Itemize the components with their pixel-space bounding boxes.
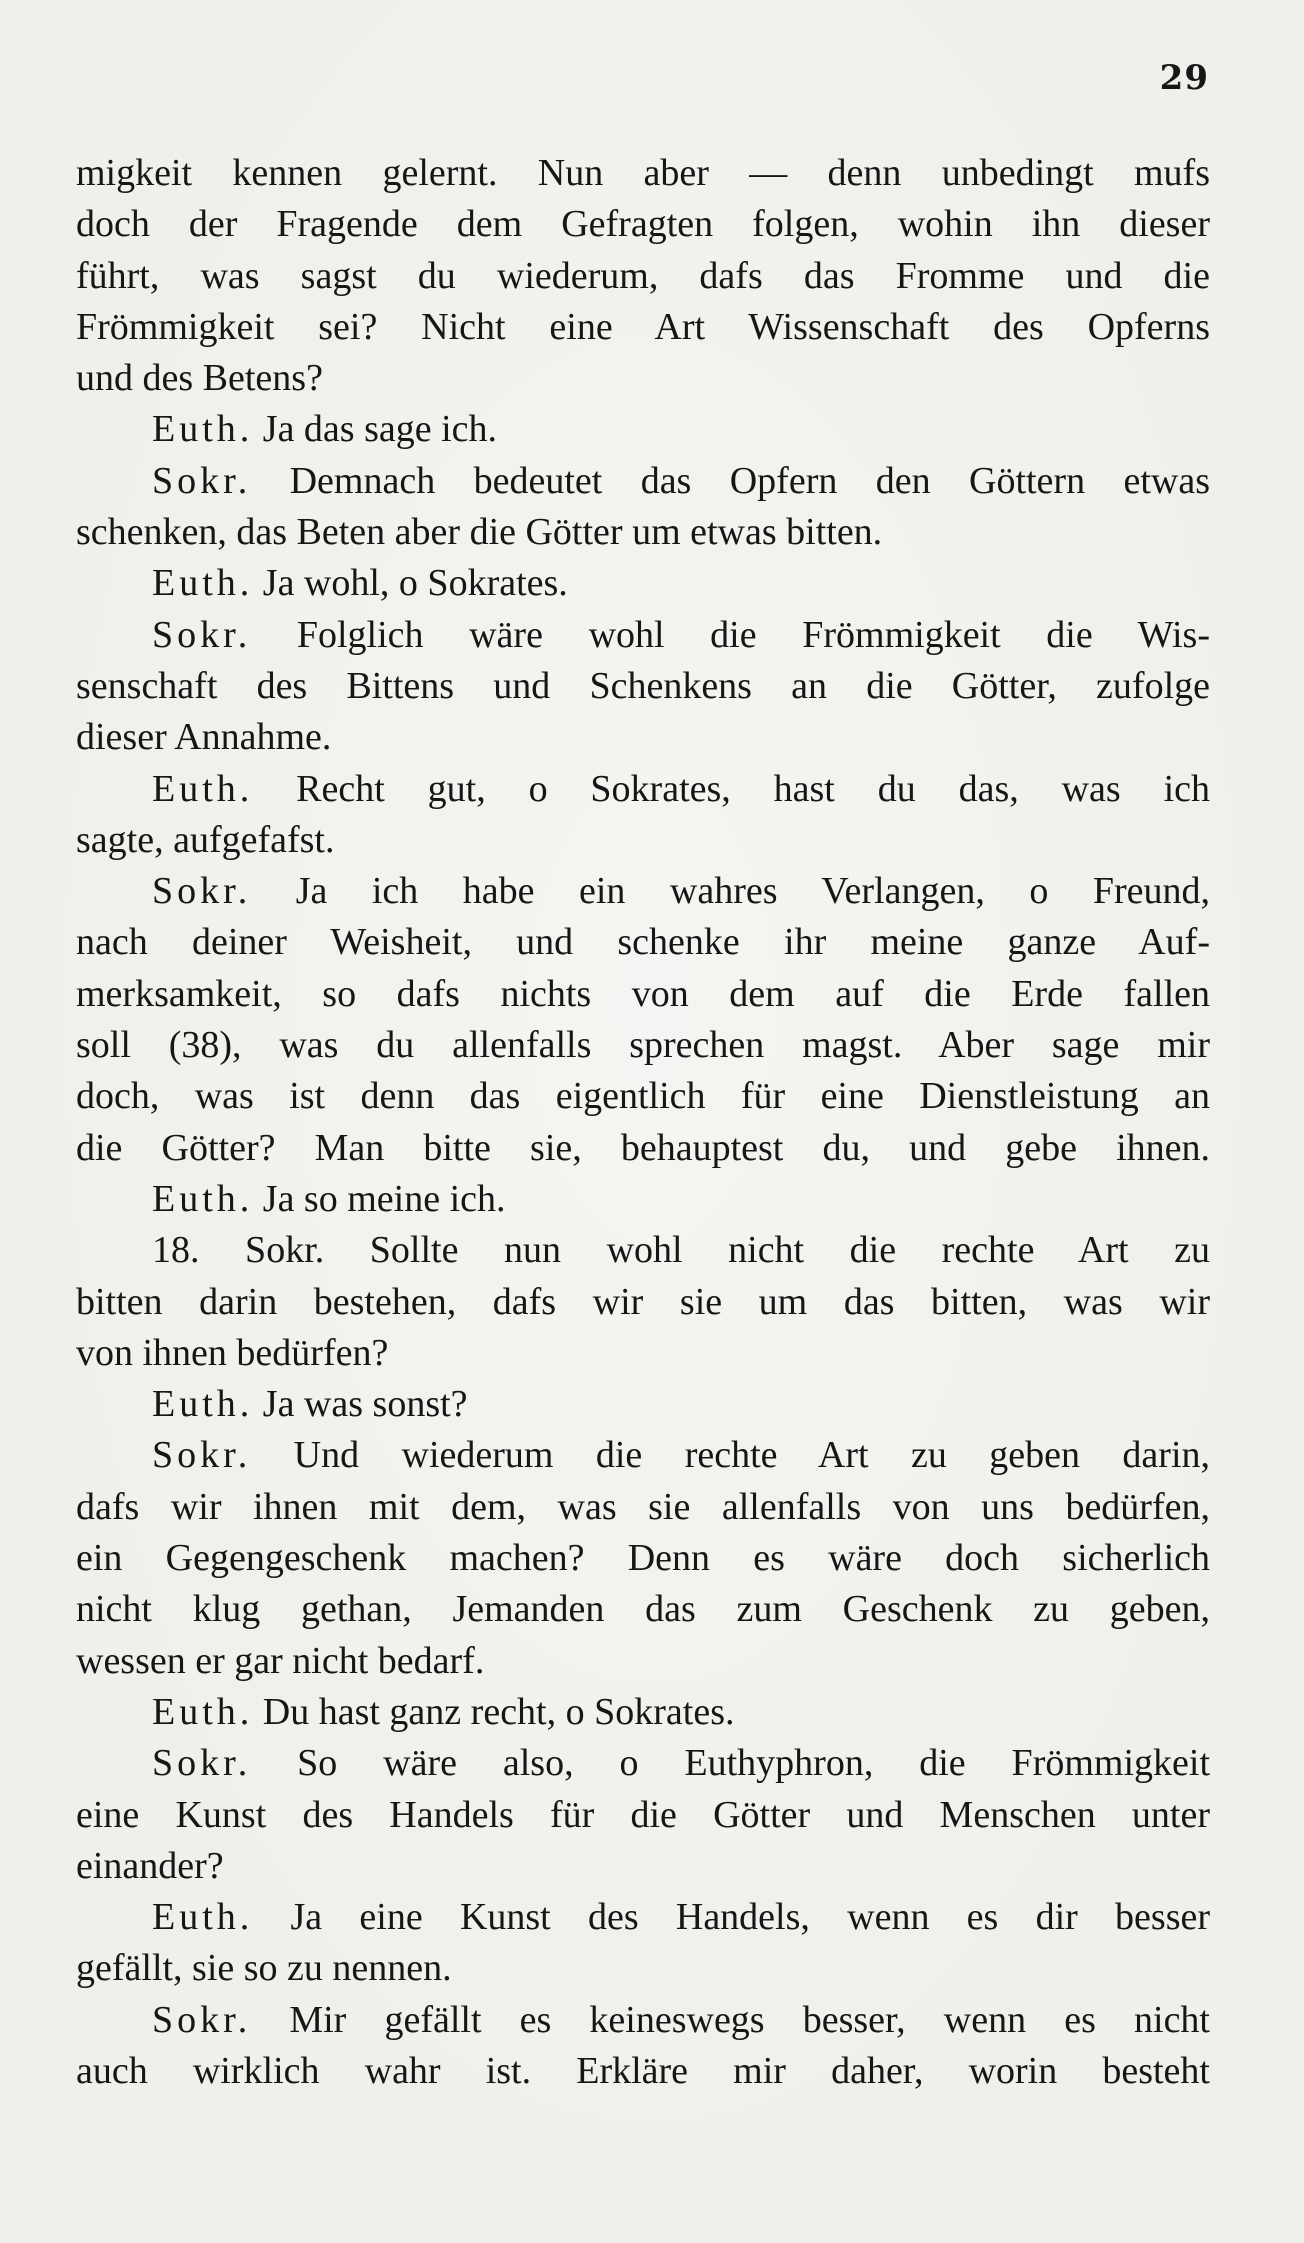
speaker-label: Euth.: [152, 1896, 254, 1939]
line-text: doch der Fragende dem Gefragten folgen, wohin ihn dieser: [76, 203, 1210, 246]
text-line: [76, 199, 1210, 250]
speaker-label: Euth.: [152, 767, 254, 810]
text-line: [76, 969, 1210, 1020]
line-text: migkeit kennen gelernt. Nun aber — denn unbedingt mufs: [76, 152, 1210, 194]
page-number: 29: [1159, 58, 1209, 98]
text-line: [76, 1636, 1210, 1687]
line-text: Ja so meine ich.: [253, 1177, 506, 1220]
line-text: Recht gut, o Sokrates, hast du das, was ich: [253, 767, 1210, 810]
line-text: Ja eine Kunst des Handels, wenn es dir besser: [253, 1896, 1210, 1939]
line-text: auch wirklich wahr ist. Erkläre mir daher, worin besteht: [76, 2049, 1210, 2092]
text-line: [76, 2046, 1210, 2097]
text-line: [76, 1225, 1210, 1276]
text-line: [76, 1738, 1210, 1789]
speaker-label: Euth.: [152, 1177, 254, 1220]
line-text: führt, was sagst du wiederum, dafs das Fromme und die: [76, 254, 1210, 297]
line-text: ein Gegengeschenk machen? Denn es wäre doch sicherlich: [76, 1537, 1210, 1580]
text-line: [76, 1071, 1210, 1122]
speaker-label: Sokr.: [152, 613, 252, 656]
text-line: [76, 764, 1210, 815]
text-line: [76, 404, 1210, 455]
text-line: [76, 1687, 1210, 1738]
text-line: [76, 1790, 1210, 1841]
text-line: [76, 1482, 1210, 1533]
line-text: Ja wohl, o Sokrates.: [253, 562, 568, 605]
text-line: [76, 661, 1210, 712]
line-text: gefällt, sie so zu nennen.: [76, 1947, 452, 1990]
text-line: [76, 1123, 1210, 1174]
text-line: [76, 1995, 1210, 2046]
text-line: [76, 251, 1210, 302]
line-text: wessen er gar nicht bedarf.: [76, 1639, 485, 1682]
line-text: Frömmigkeit sei? Nicht eine Art Wissenschaft des Opferns: [76, 305, 1210, 348]
text-line: [76, 148, 1210, 199]
text-line: [76, 353, 1210, 404]
speaker-label: Sokr.: [152, 459, 252, 502]
line-text: merksamkeit, so dafs nichts von dem auf die Erde fallen: [76, 972, 1210, 1015]
line-text: von ihnen bedürfen?: [76, 1331, 389, 1374]
line-text: eine Kunst des Handels für die Götter und Menschen unter: [76, 1793, 1210, 1836]
text-line: [76, 815, 1210, 866]
text-line: [76, 1328, 1210, 1379]
line-text: sagte, aufgefafst.: [76, 818, 335, 861]
line-text: 18. Sokr. Sollte nun wohl nicht die rechte Art zu: [152, 1229, 1210, 1272]
speaker-label: Sokr.: [152, 870, 252, 913]
text-line: [76, 1020, 1210, 1071]
text-line: [76, 866, 1210, 917]
text-line: [76, 1174, 1210, 1225]
body-text: [76, 148, 1210, 2097]
text-line: [76, 1584, 1210, 1635]
line-text: doch, was ist denn das eigentlich für eine Dienstleistung an: [76, 1075, 1210, 1118]
text-line: [76, 1943, 1210, 1994]
line-text: dafs wir ihnen mit dem, was sie allenfalls von uns bedürfen,: [76, 1485, 1210, 1528]
text-line: [76, 917, 1210, 968]
text-line: [76, 302, 1210, 353]
line-text: Ja was sonst?: [253, 1383, 468, 1426]
speaker-label: Euth.: [152, 562, 254, 605]
line-text: Demnach bedeutet das Opfern den Göttern etwas: [251, 459, 1210, 502]
speaker-label: Sokr.: [152, 1742, 252, 1785]
line-text: dieser Annahme.: [76, 716, 332, 759]
line-text: nicht klug gethan, Jemanden das zum Geschenk zu geben,: [76, 1588, 1210, 1631]
text-line: [76, 456, 1210, 507]
text-line: [76, 1379, 1210, 1430]
text-line: [76, 558, 1210, 609]
text-line: [76, 1533, 1210, 1584]
line-text: bitten darin bestehen, dafs wir sie um das bitten, was wir: [76, 1280, 1210, 1323]
line-text: So wäre also, o Euthyphron, die Frömmigkeit: [251, 1742, 1210, 1785]
line-text: Mir gefällt es keineswegs besser, wenn es nicht: [251, 1998, 1210, 2041]
line-text: senschaft des Bittens und Schenkens an die Götter, zufolge: [76, 664, 1210, 707]
text-line: [76, 610, 1210, 661]
text-line: [76, 712, 1210, 763]
text-line: [76, 507, 1210, 558]
speaker-label: Sokr.: [152, 1998, 252, 2041]
speaker-label: Sokr.: [152, 1434, 252, 1477]
speaker-label: Euth.: [152, 1383, 254, 1426]
line-text: Ja ich habe ein wahres Verlangen, o Freund,: [251, 870, 1210, 913]
text-line: [76, 1277, 1210, 1328]
line-text: Und wiederum die rechte Art zu geben darin,: [251, 1434, 1210, 1477]
line-text: soll (38), was du allenfalls sprechen magst. Aber sage mir: [76, 1024, 1210, 1067]
line-text: die Götter? Man bitte sie, behauptest du, und gebe ihnen.: [76, 1126, 1210, 1169]
text-line: [76, 1430, 1210, 1481]
speaker-label: Euth.: [152, 1690, 254, 1733]
line-text: schenken, das Beten aber die Götter um etwas bitten.: [76, 511, 883, 554]
line-text: Ja das sage ich.: [253, 408, 498, 451]
line-text: nach deiner Weisheit, und schenke ihr meine ganze Auf-: [76, 921, 1210, 964]
line-text: Folglich wäre wohl die Frömmigkeit die Wis-: [251, 613, 1210, 656]
line-text: Du hast ganz recht, o Sokrates.: [253, 1690, 735, 1733]
line-text: und des Betens?: [76, 357, 323, 400]
speaker-label: Euth.: [152, 408, 254, 451]
line-text: einander?: [76, 1844, 224, 1887]
text-line: [76, 1841, 1210, 1892]
text-line: [76, 1892, 1210, 1943]
